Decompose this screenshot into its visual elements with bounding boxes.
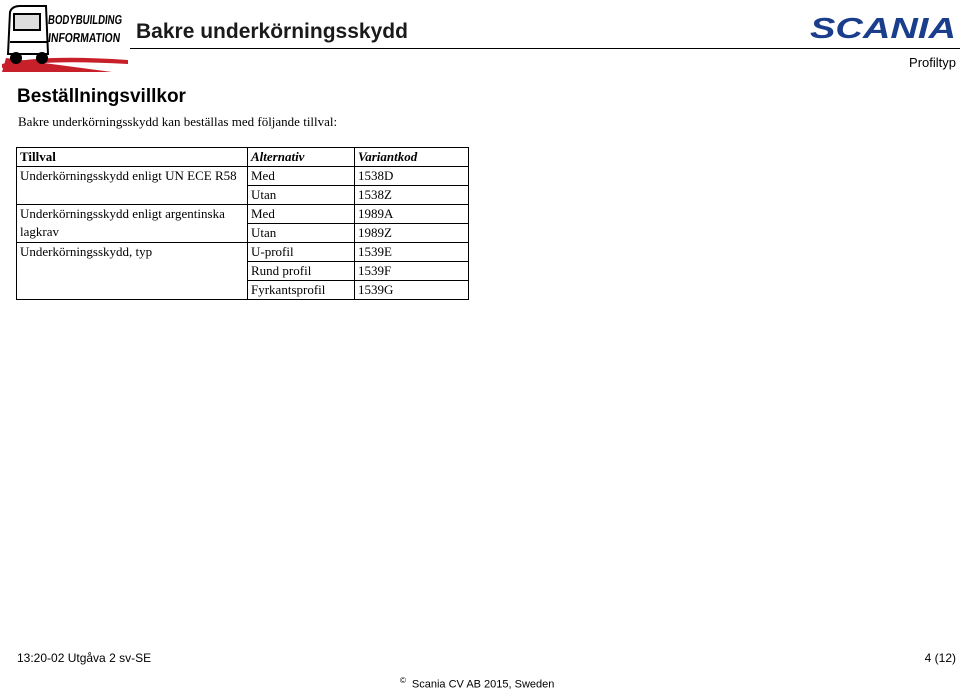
brand-logo-line1: BODYBUILDING bbox=[47, 12, 150, 27]
option-cell: Underkörningsskydd enligt argentinska lagkrav bbox=[17, 205, 248, 243]
options-table bbox=[16, 147, 469, 300]
option-cell-continued bbox=[17, 262, 248, 281]
copyright-notice bbox=[400, 676, 554, 691]
alternative-cell: Med bbox=[248, 205, 355, 224]
document-title: Bakre underkörningsskydd bbox=[136, 20, 408, 43]
alternative-cell: U-profil bbox=[248, 243, 355, 262]
table-row bbox=[17, 281, 469, 300]
table-row bbox=[17, 243, 469, 262]
option-cell: Underkörningsskydd enligt UN ECE R58 bbox=[17, 167, 248, 186]
table-row bbox=[17, 205, 469, 224]
code-cell: 1989A bbox=[355, 205, 469, 224]
code-cell: 1539F bbox=[355, 262, 469, 281]
alternative-cell: Rund profil bbox=[248, 262, 355, 281]
alternative-cell: Utan bbox=[248, 224, 355, 243]
table-row bbox=[17, 262, 469, 281]
code-cell: 1989Z bbox=[355, 224, 469, 243]
brand-logo-line2: INFORMATION bbox=[47, 30, 140, 45]
alternative-cell: Fyrkantsprofil bbox=[248, 281, 355, 300]
scania-logo-text: SCANIA bbox=[810, 13, 956, 45]
header-alternativ: Alternativ bbox=[248, 148, 355, 167]
table-row bbox=[17, 186, 469, 205]
alternative-cell: Utan bbox=[248, 186, 355, 205]
document-reference: 13:20-02 Utgåva 2 sv-SE bbox=[17, 651, 152, 665]
copyright-text: Scania CV AB 2015, Sweden bbox=[411, 678, 555, 691]
code-cell: 1538D bbox=[355, 167, 469, 186]
option-cell-continued bbox=[17, 186, 248, 205]
alternative-cell: Med bbox=[248, 167, 355, 186]
page-number: 4 (12) bbox=[924, 651, 956, 665]
option-cell-continued bbox=[17, 281, 248, 300]
truck-icon bbox=[8, 6, 48, 63]
copyright-symbol: © bbox=[400, 676, 406, 685]
header-variantkod: Variantkod bbox=[355, 148, 469, 167]
option-cell: Underkörningsskydd, typ bbox=[17, 243, 248, 262]
code-cell: 1538Z bbox=[355, 186, 469, 205]
bodybuilding-information-logo bbox=[2, 2, 150, 72]
header-divider bbox=[130, 48, 960, 49]
header-tillval: Tillval bbox=[17, 148, 248, 167]
section-heading: Beställningsvillkor bbox=[17, 86, 186, 107]
table-row bbox=[17, 167, 469, 186]
scania-logo bbox=[810, 12, 956, 45]
code-cell: 1539E bbox=[355, 243, 469, 262]
section-label: Profiltyp bbox=[909, 55, 956, 70]
code-cell: 1539G bbox=[355, 281, 469, 300]
table-header-row bbox=[17, 148, 469, 167]
intro-text: Bakre underkörningsskydd kan beställas med följande tillval: bbox=[18, 114, 338, 129]
